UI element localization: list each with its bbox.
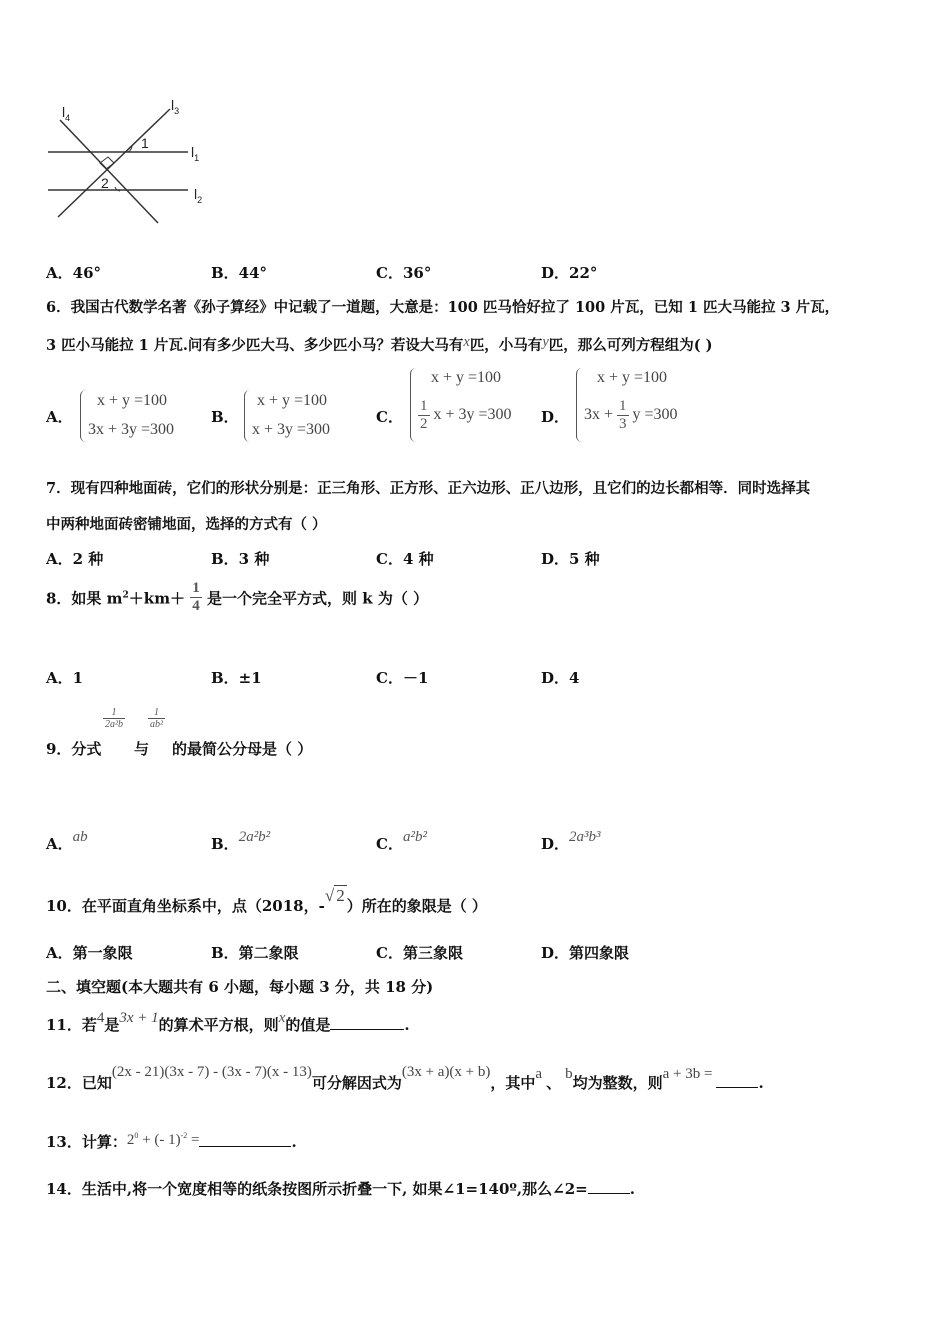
q6-b-eq2: x + 3y =300: [252, 421, 331, 438]
parallel-lines-figure: [40, 95, 220, 230]
q7-option-c[interactable]: C．4 种: [376, 550, 434, 568]
q6-a-eq2: 3x + 3y =300: [88, 421, 175, 438]
q10-stem: 10．在平面直角坐标系中，点（2018，-√ 2）所在的象限是（ ）: [46, 886, 487, 915]
q10-option-d[interactable]: D．第四象限: [541, 944, 630, 962]
q8-option-c[interactable]: C．－1: [376, 669, 429, 687]
q6-b-eq1: x + y =100: [257, 392, 328, 409]
q5-option-d[interactable]: D．22°: [541, 264, 598, 282]
q6-d-brace: [576, 368, 583, 442]
q12-answer-blank[interactable]: [716, 1073, 758, 1088]
label-l3: $l_3$: [171, 97, 180, 116]
q8-stem: 8．如果 $m^2+km+$ $\frac{1}{4}$ 是一个完全平方式，则 k 为（ ）: [46, 580, 429, 614]
label-l2: $l_2$: [194, 186, 203, 205]
q7-line1: 7．现有四种地面砖，它们的形状分别是：正三角形、正方形、正六边形、正八边形，且它们的边长都相等．同时选择其: [46, 480, 811, 497]
q11-answer-blank[interactable]: [330, 1015, 404, 1030]
q10-option-b[interactable]: B．第二象限: [211, 944, 299, 962]
right-angle-mark: [100, 157, 114, 169]
q6-c-eq1: x + y =100: [431, 369, 502, 386]
q7-option-b[interactable]: B．3 种: [211, 550, 270, 568]
q6-c-brace: [410, 368, 417, 442]
q9-option-c[interactable]: C．a²b²: [376, 829, 427, 853]
q6-option-d-label[interactable]: D．: [541, 408, 570, 426]
q6-d-eq1: x + y =100: [597, 369, 668, 386]
q6-a-eq1: x + y =100: [97, 392, 168, 409]
q7-option-d[interactable]: D．5 种: [541, 550, 600, 568]
q6-option-b-label[interactable]: B．: [211, 408, 239, 426]
q9-fraction-2: $\frac{1}{\text{ab²}}$: [150, 707, 163, 730]
q5-option-c[interactable]: C．36°: [376, 264, 432, 282]
q12-stem: 12．已知(2x - 21)(3x - 7) - (3x - 7)(x - 13)可分解因式为(3x + a)(x + b)，其中a 、 b均为整数，则a + 3b = .: [46, 1064, 764, 1092]
q10-option-c[interactable]: C．第三象限: [376, 944, 463, 962]
q6-b-brace: [244, 390, 251, 442]
label-l4: $l_4$: [62, 104, 71, 123]
label-l1: $l_1$: [191, 144, 200, 163]
q8-option-b[interactable]: B．±1: [211, 669, 262, 687]
q9-fraction-1: $\frac{1}{\text{2a²b}}$: [105, 707, 123, 730]
section2-title: 二、填空题(本大题共有 6 小题，每小题 3 分，共 18 分): [46, 978, 434, 996]
q6-c-eq2: $\frac{1}{2}$ x + 3y =300: [420, 398, 512, 432]
q13-answer-blank[interactable]: [199, 1132, 291, 1147]
q6-d-eq2: 3x + $\frac{1}{3}$ y =300: [584, 398, 678, 432]
q13-stem: 13．计算：$2^0$ + (- 1)$^{-2}$ = .: [46, 1131, 297, 1151]
q6-line2: 3 匹小马能拉 1 片瓦.问有多少匹大马、多少匹小马？若设大马有x匹，小马有y匹，那么可列方程组为( ): [46, 334, 713, 354]
q6-line1: 6．我国古代数学名著《孙子算经》中记载了一道题，大意是：100 匹马恰好拉了 100 片瓦，已知 1 匹大马能拉 3 片瓦，: [46, 299, 840, 316]
q7-option-a[interactable]: A．2 种: [46, 550, 104, 568]
q10-option-a[interactable]: A．第一象限: [46, 944, 133, 962]
q5-option-b[interactable]: B．44°: [211, 264, 268, 282]
q11-stem: 11．若4是3x + 1的算术平方根，则x的值是 .: [46, 1010, 410, 1034]
q6-a-brace: [80, 390, 87, 442]
q7-line2: 中两种地面砖密铺地面，选择的方式有（ ）: [46, 516, 327, 533]
q6-option-a-label[interactable]: A．: [46, 408, 73, 426]
label-angle1: 1: [141, 135, 149, 151]
q9-post: 的最简公分母是（ ）: [172, 740, 313, 758]
q14-stem: 14．生活中,将一个宽度相等的纸条按图所示折叠一下, 如果∠1=140º,那么∠2= .: [46, 1180, 635, 1198]
q9-option-a[interactable]: A．ab: [46, 829, 88, 853]
q9-option-d[interactable]: D．2a³b³: [541, 829, 601, 853]
q6-option-c-label[interactable]: C．: [376, 408, 403, 426]
q8-option-a[interactable]: A．1: [46, 669, 84, 687]
label-angle2: 2: [101, 175, 109, 191]
q5-option-a[interactable]: A．46°: [46, 264, 102, 282]
q9-with: 与: [134, 740, 150, 758]
q9-option-b[interactable]: B．2a²b²: [211, 829, 271, 853]
q9-stem: 9．分式: [46, 740, 102, 758]
q14-answer-blank[interactable]: [588, 1179, 630, 1194]
q8-option-d[interactable]: D．4: [541, 669, 580, 687]
